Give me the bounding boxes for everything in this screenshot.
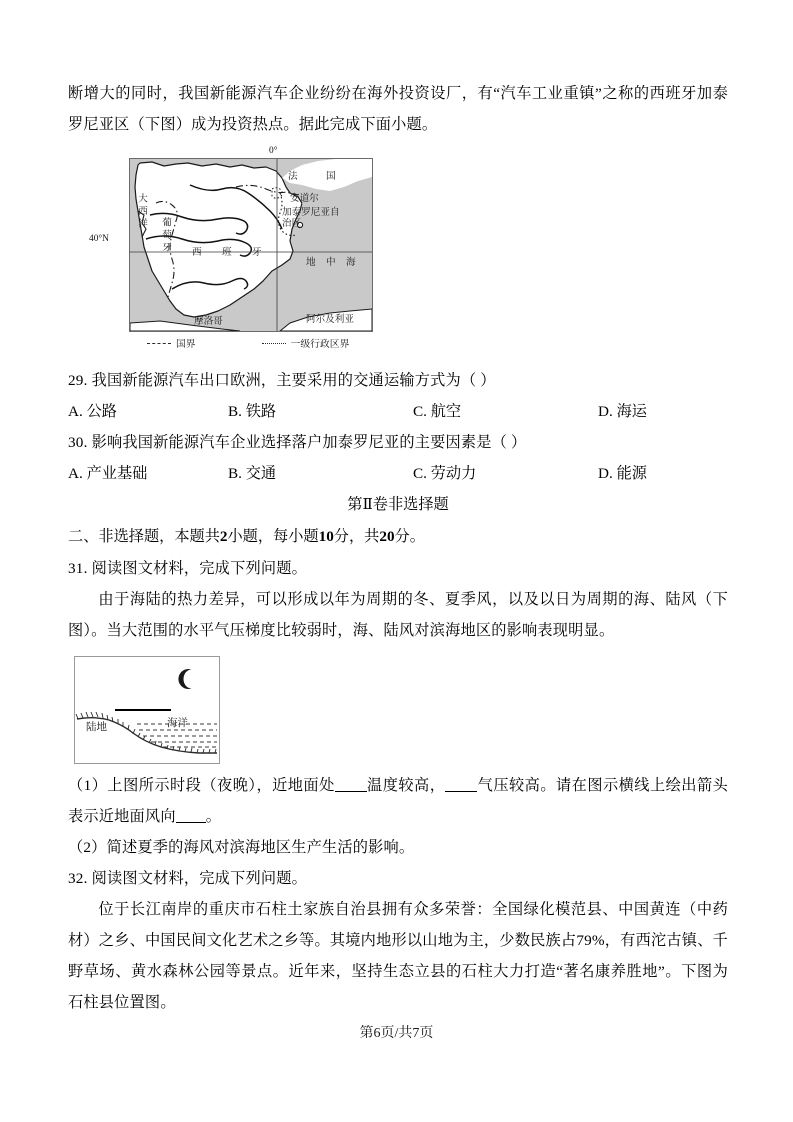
section-total-score: 20 [379,528,395,545]
option-text: 航空 [430,403,462,420]
section-heading-mid: 小题，每小题 [227,528,319,545]
map-label-spain: 西 班 牙 [192,247,271,258]
option-key: D. [598,465,613,482]
map-label-algeria: 阿尔及利亚 [306,314,354,325]
option-text: 公路 [86,403,117,420]
map-prime-meridian-label: 0° [269,146,278,156]
sub1-text-part3: 气压较高。请在图示横线上绘出箭头表示近地面风向 [68,777,729,825]
option-text: 海运 [616,403,647,420]
breeze-label-land: 陆地 [86,722,107,733]
map-label-catalonia: 加泰罗尼亚自治区 [282,207,340,229]
option-text: 能源 [616,465,647,482]
sub1-text-part4: 。 [205,808,222,825]
option-key: C. [413,403,427,420]
dotted-line-icon [262,343,286,344]
section-heading-prefix: 二、非选择题，本题共 [68,528,220,545]
question-30-option-b[interactable] [228,458,413,489]
option-key: B. [228,403,242,420]
question-30-option-d[interactable] [598,458,728,489]
answer-blank-temperature[interactable] [335,791,367,792]
question-29-stem: 29. 我国新能源汽车出口欧洲，主要采用的交通运输方式为（ ） [68,372,496,389]
question-29-option-c[interactable] [413,396,598,427]
legend-label-admin-border: 一级行政区界 [290,339,350,350]
option-key: A. [68,465,83,482]
map-frame [129,158,373,332]
question-31-sub-1 [68,770,728,832]
option-key: D. [598,403,613,420]
legend-item-admin-border [262,336,350,350]
wind-direction-answer-line[interactable] [115,709,171,711]
spain-catalonia-map-figure [89,146,381,361]
option-text: 铁路 [245,403,277,420]
question-29-option-a[interactable] [68,396,228,427]
section-question-count: 2 [219,528,228,545]
map-label-portugal: 葡萄牙 [160,217,171,255]
section-heading-suffix: 分。 [394,528,425,545]
map-label-andorra: 安道尔 [290,193,319,204]
question-30-options [68,458,728,489]
option-key: C. [413,465,427,482]
map-latitude-label: 40°N [89,234,109,244]
question-30-option-a[interactable] [68,458,228,489]
section-per-score: 10 [318,528,334,545]
sub1-text-part1: （1）上图所示时段（夜晚），近地面处 [68,777,335,794]
page-footer: 第6页/共7页 [359,1026,434,1041]
question-32-material: 位于长江南岸的重庆市石柱土家族自治县拥有众多荣誉：全国绿化模范县、中国黄连（中药材）之乡、中国民间文化艺术之乡等。其境内地形以山地为主，少数民族占79%，有西沱古镇、千野草场、黄水森林公园等景点。近年来，坚持生态立县的石柱大力打造“著名康养胜地”。下图为石柱县位置图。 [68,901,728,1011]
map-label-atlantic: 大西洋 [136,193,147,231]
question-30-stem: 30. 影响我国新能源汽车企业选择落户加泰罗尼亚的主要因素是（ ） [68,434,527,451]
question-30-option-c[interactable] [413,458,598,489]
section-two-heading [68,521,728,553]
answer-blank-wind-direction[interactable] [176,822,206,823]
option-text: 产业基础 [86,465,148,482]
question-32-stem: 32. 阅读图文材料，完成下列问题。 [68,870,308,887]
intro-paragraph: 断增大的同时，我国新能源汽车企业纷纷在海外投资设厂，有“汽车工业重镇”之称的西班牙加泰罗尼亚区（下图）成为投资热点。据此完成下面小题。 [68,85,728,133]
question-29-option-b[interactable] [228,396,413,427]
page-content [68,78,728,1018]
dash-dot-line-icon [147,343,171,344]
legend-item-national-border [147,336,196,350]
question-31-sub-2: （2）简述夏季的海风对滨海地区生产生活的影响。 [68,839,415,856]
map-label-morocco: 摩洛哥 [194,316,223,327]
option-text: 交通 [245,465,277,482]
legend-label-national-border: 国界 [176,339,196,350]
question-29-options [68,396,728,427]
sea-land-breeze-figure [74,656,220,764]
option-key: A. [68,403,83,420]
section-heading-mid2: 分，共 [333,528,380,545]
question-31-stem: 31. 阅读图文材料，完成下列问题。 [68,560,308,577]
map-label-mediterranean: 地 中 海 [306,257,360,268]
question-31-material: 由于海陆的热力差异，可以形成以年为周期的冬、夏季风，以及以日为周期的海、陆风（下图）。当大范围的水平气压梯度比较弱时，海、陆风对滨海地区的影响表现明显。 [68,591,728,639]
volume-two-title: 第Ⅱ卷非选择题 [347,496,449,513]
answer-blank-pressure[interactable] [445,791,477,792]
breeze-label-sea: 海洋 [167,718,188,729]
option-key: B. [228,465,242,482]
map-legend [129,336,371,350]
question-29-option-d[interactable] [598,396,728,427]
sub1-text-part2: 温度较高， [366,777,446,794]
option-text: 劳动力 [430,465,477,482]
map-label-france: 法 国 [288,171,349,182]
